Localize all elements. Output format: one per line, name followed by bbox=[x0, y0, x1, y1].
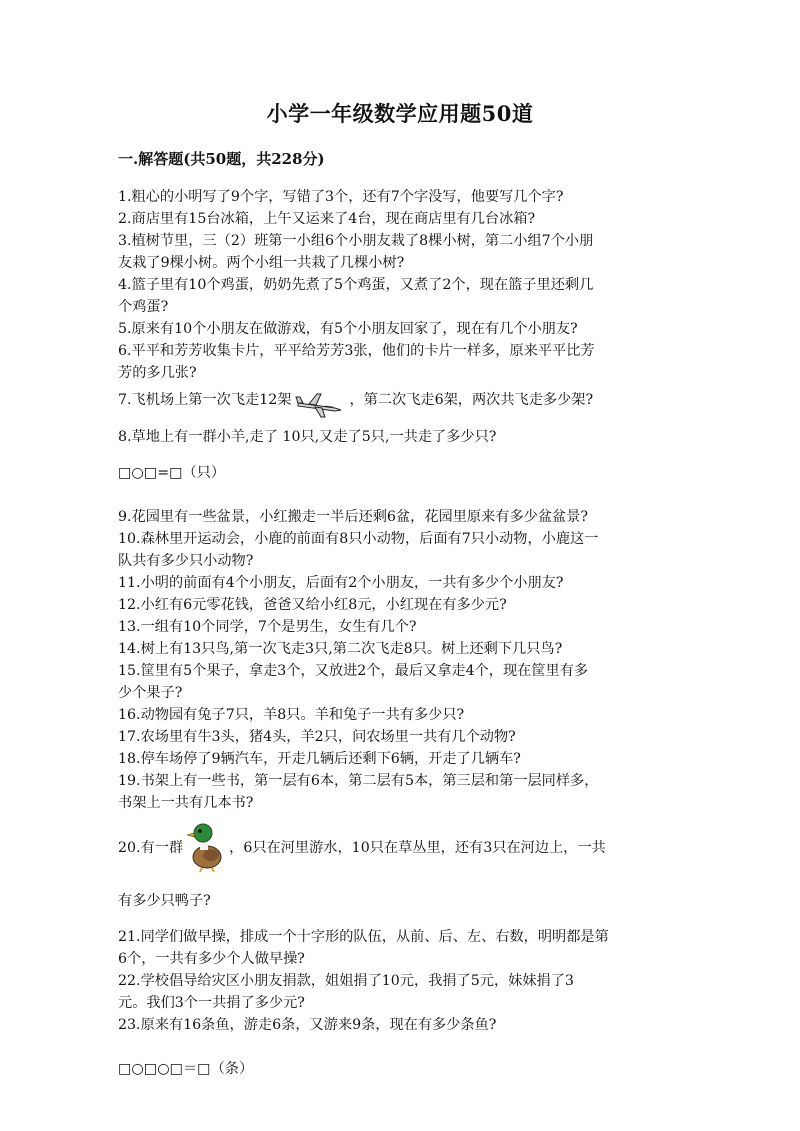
question-10-line-2: 队共有多少只小动物? bbox=[118, 553, 254, 569]
question-14: 14.树上有13只鸟,第一次飞走3只,第二次飞走8只。树上还剩下几只鸟? bbox=[118, 641, 563, 657]
question-1: 1.粗心的小明写了9个字，写错了3个，还有7个字没写，他要写几个字? bbox=[118, 189, 564, 205]
question-20-text-start: 20.有一群 bbox=[118, 840, 184, 856]
duck-icon bbox=[187, 818, 223, 872]
question-15-line-2: 少个果子? bbox=[118, 685, 183, 701]
question-11: 11.小明的前面有4个小朋友，后面有2个小朋友，一共有多少个小朋友? bbox=[118, 575, 564, 591]
question-9: 9.花园里有一些盆景，小红搬走一半后还剩6盆，花园里原来有多少盆盆景? bbox=[118, 509, 588, 525]
question-23-equation: □○□○□＝□（条） bbox=[118, 1061, 254, 1077]
question-16: 16.动物园有兔子7只，羊8只。羊和兔子一共有多少只? bbox=[118, 707, 465, 723]
question-22-line-1: 22.学校倡导给灾区小朋友捐款，姐姐捐了10元，我捐了5元，妹妹捐了3 bbox=[118, 973, 574, 989]
question-7-text-end: ，第二次飞走6架，两次共飞走多少架? bbox=[349, 392, 594, 408]
question-17: 17.农场里有牛3头，猪4头，羊2只，问农场里一共有几个动物? bbox=[118, 729, 516, 745]
question-19-line-2: 书架上一共有几本书? bbox=[118, 795, 254, 811]
question-6-line-2: 芳的多几张? bbox=[118, 365, 197, 381]
question-10-line-1: 10.森林里开运动会，小鹿的前面有8只小动物，后面有7只小动物，小鹿这一 bbox=[118, 531, 599, 547]
question-3-line-1: 3.植树节里，三（2）班第一小组6个小朋友栽了8棵小树，第二小组7个小朋 bbox=[118, 233, 594, 249]
question-8: 8.草地上有一群小羊,走了 10只,又走了5只,一共走了多少只? bbox=[118, 429, 497, 445]
question-5: 5.原来有10个小朋友在做游戏，有5个小朋友回家了，现在有几个小朋友? bbox=[118, 321, 578, 337]
airplane-icon bbox=[295, 384, 343, 412]
question-6-line-1: 6.平平和芳芳收集卡片，平平给芳芳3张，他们的卡片一样多，原来平平比芳 bbox=[118, 343, 595, 359]
question-3-line-2: 友栽了9棵小树。两个小组一共栽了几棵小树? bbox=[118, 255, 405, 271]
question-7 bbox=[118, 384, 682, 418]
question-18: 18.停车场停了9辆汽车，开走几辆后还剩下6辆，开走了几辆车? bbox=[118, 751, 521, 767]
question-22-line-2: 元。我们3个一共捐了多少元? bbox=[118, 995, 305, 1011]
question-4-line-2: 个鸡蛋? bbox=[118, 299, 169, 315]
question-13: 13.一组有10个同学，7个是男生，女生有几个? bbox=[118, 619, 417, 635]
question-15-line-1: 15.筐里有5个果子，拿走3个，又放进2个，最后又拿走4个，现在筐里有多 bbox=[118, 663, 589, 679]
question-19-line-1: 19.书架上有一些书，第一层有6本，第二层有5本，第三层和第一层同样多， bbox=[118, 773, 599, 789]
question-7-text-start: 7.飞机场上第一次飞走12架 bbox=[118, 392, 292, 408]
page-title: 小学一年级数学应用题50道 bbox=[266, 101, 534, 126]
section-heading: 一.解答题(共50题，共228分) bbox=[118, 150, 325, 168]
question-2: 2.商店里有15台冰箱，上午又运来了4台，现在商店里有几台冰箱? bbox=[118, 211, 536, 227]
question-20-text-end: ，6只在河里游水，10只在草丛里，还有3只在河边上，一共 bbox=[229, 840, 606, 856]
question-12: 12.小红有6元零花钱，爸爸又给小红8元，小红现在有多少元? bbox=[118, 597, 507, 613]
question-21-line-1: 21.同学们做早操，排成一个十字形的队伍，从前、后、左、右数，明明都是第 bbox=[118, 929, 609, 945]
question-20-line-2: 有多少只鸭子? bbox=[118, 893, 211, 909]
question-20 bbox=[118, 818, 682, 872]
question-21-line-2: 6个，一共有多少个人做早操? bbox=[118, 951, 305, 967]
question-8-equation: □○□=□（只） bbox=[118, 465, 226, 481]
question-23: 23.原来有16条鱼，游走6条，又游来9条，现在有多少条鱼? bbox=[118, 1017, 497, 1033]
question-list bbox=[118, 186, 682, 1080]
question-4-line-1: 4.篮子里有10个鸡蛋，奶奶先煮了5个鸡蛋，又煮了2个，现在篮子里还剩几 bbox=[118, 277, 594, 293]
